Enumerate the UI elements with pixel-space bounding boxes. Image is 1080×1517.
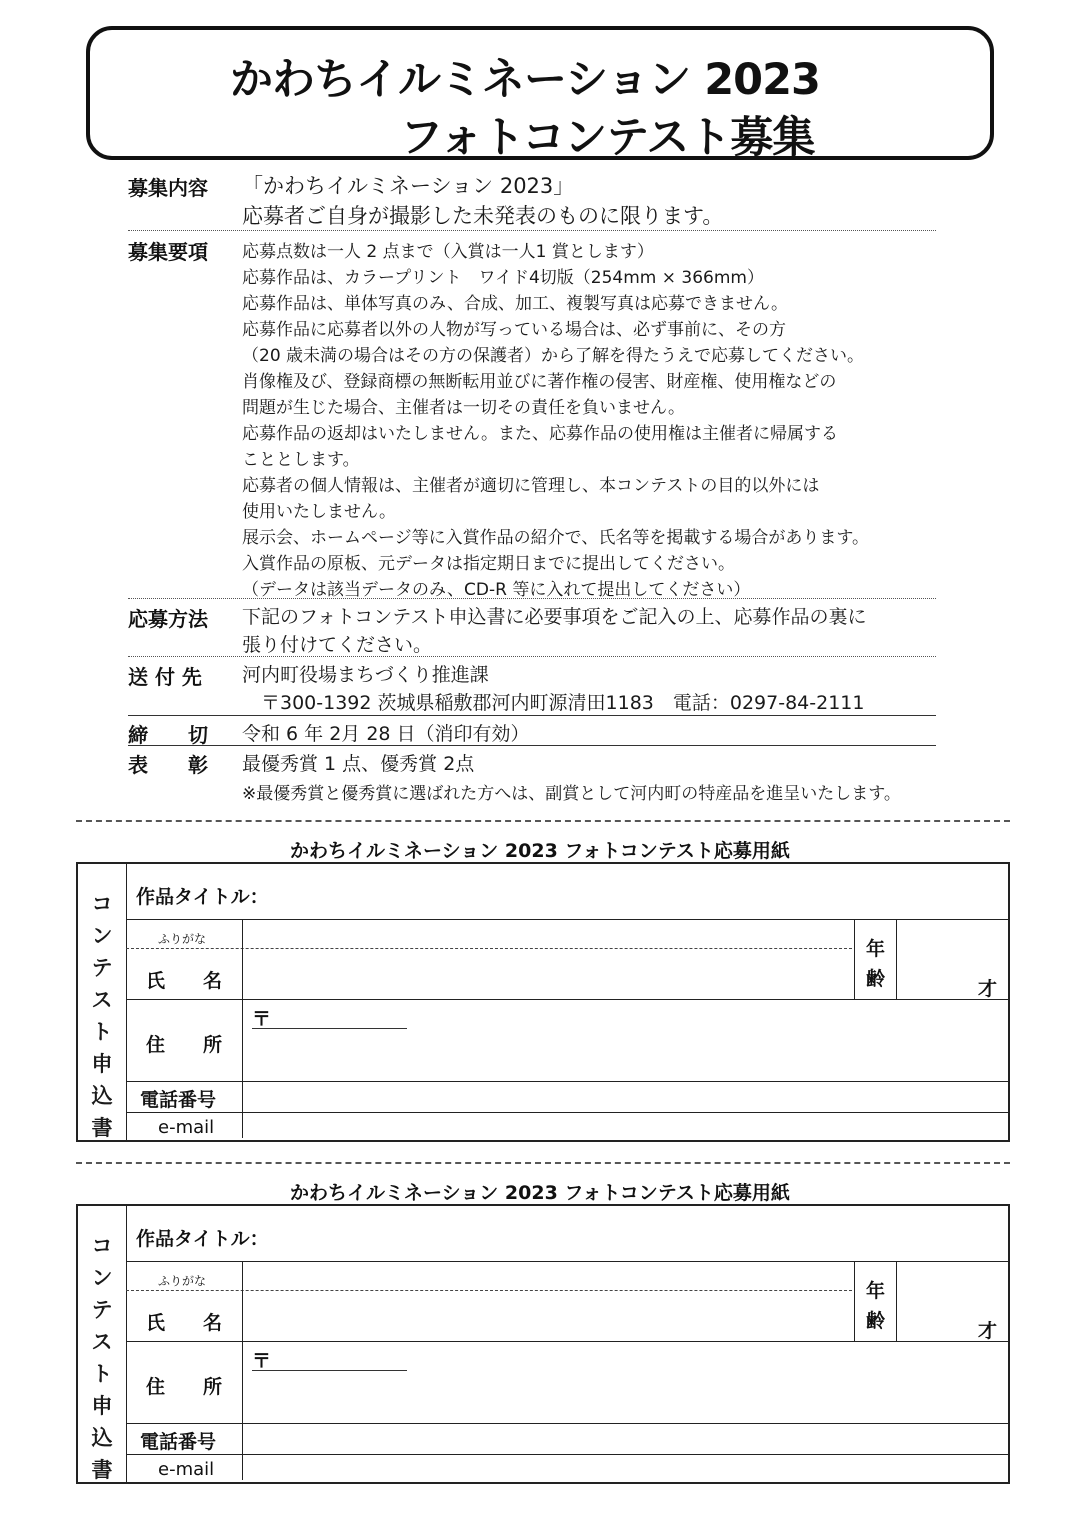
age-unit: 才 [978,978,998,1000]
page-title-line1: かわちイルミネーション 2023 [230,55,820,105]
side-char: テ [91,956,113,980]
age-label: 年 [866,938,886,960]
requirement-line: 応募作品に応募者以外の人物が写っている場合は、必ず事前に、その方 [242,320,786,340]
side-char: コ [91,892,113,916]
requirement-line: （データは該当データのみ、CD-R 等に入れて提出してください） [242,580,751,600]
destination-line: 河内町役場まちづくり推進課 [242,664,489,686]
requirement-line: 応募者の個人情報は、主催者が適切に管理し、本コンテストの目的以外には [242,476,820,496]
divider [128,745,936,746]
method-line: 張り付けてください。 [242,634,433,656]
side-char: 申 [91,1052,113,1076]
requirement-line: 応募点数は一人 2 点まで（入賞は一人1 賞とします） [242,242,654,262]
col-line [854,919,855,999]
requirement-line: （20 歳未満の場合はその方の保護者）から了解を得たうえで応募してください。 [242,346,865,366]
row-line [126,1454,1008,1455]
divider [128,656,936,657]
side-char: テ [91,1298,113,1322]
postal-line [252,1370,407,1371]
side-char: ン [91,1266,113,1290]
row-line [126,999,1008,1000]
side-char: ン [91,924,113,948]
name-label: 氏 名 [146,970,223,992]
divider [128,598,936,599]
furigana-label: ふりがな [158,1274,207,1288]
deadline-value: 令和 6 年 2月 28 日（消印有効） [242,723,530,745]
row-line [126,1081,1008,1082]
address-label: 住 所 [146,1376,223,1398]
phone-label: 電話番号 [140,1431,217,1453]
work-title-label: 作品タイトル： [136,886,269,908]
label-award: 表 彰 [128,753,208,777]
form-side-label [78,864,127,1140]
row-line [126,1341,1008,1342]
age-label: 齢 [866,968,886,990]
requirement-line: 展示会、ホームページ等に入賞作品の紹介で、氏名等を掲載する場合があります。 [242,528,869,548]
side-char: ト [91,1020,113,1044]
work-title-label: 作品タイトル： [136,1228,269,1250]
side-char: 書 [91,1116,113,1140]
row-line [126,1261,1008,1262]
col-line [242,1261,243,1480]
age-unit: 才 [978,1320,998,1342]
requirement-line: 応募作品は、カラープリント ワイド4切版（254mm × 366mm） [242,268,764,288]
label-method: 応募方法 [128,607,208,631]
cut-line [76,1162,1010,1164]
email-label: e-mail [158,1459,215,1480]
postal-mark: 〒 [252,1350,272,1372]
side-char: ス [91,988,113,1012]
requirement-line: 問題が生じた場合、主催者は一切その責任を負いません。 [242,398,686,418]
title-box [86,26,994,163]
application-form [76,1204,1010,1484]
form-heading: かわちイルミネーション 2023 フォトコンテスト応募用紙 [290,1182,790,1204]
destination-line: 〒300-1392 茨城県稲敷郡河内町源清田1183 電話：0297-84-2111 [242,692,865,714]
side-char: 込 [91,1084,113,1108]
row-line [126,1112,1008,1113]
postal-line [252,1028,407,1029]
divider [128,230,936,231]
postal-mark: 〒 [252,1008,272,1030]
side-char: コ [91,1234,113,1258]
form-heading: かわちイルミネーション 2023 フォトコンテスト応募用紙 [290,840,790,862]
age-label: 年 [866,1280,886,1302]
name-label: 氏 名 [146,1312,223,1334]
col-line [896,919,897,999]
address-label: 住 所 [146,1034,223,1056]
side-char: 申 [91,1394,113,1418]
page-title-line2: フォトコンテスト募集 [400,113,815,163]
requirement-line: 応募作品は、単体写真のみ、合成、加工、複製写真は応募できません。 [242,294,789,314]
col-line [896,1261,897,1341]
label-content: 募集内容 [128,176,208,200]
side-char: 書 [91,1458,113,1482]
label-requirements: 募集要項 [128,240,208,264]
cut-line [76,820,1010,822]
award-note: ※最優秀賞と優秀賞に選ばれた方へは、副賞として河内町の特産品を進呈いたします。 [242,784,901,804]
label-destination: 送 付 先 [128,665,202,689]
label-deadline: 締 切 [128,723,208,747]
furigana-line [126,1290,852,1291]
furigana-label: ふりがな [158,932,207,946]
side-char: 込 [91,1426,113,1450]
side-char: ス [91,1330,113,1354]
email-label: e-mail [158,1117,215,1138]
method-line: 下記のフォトコンテスト申込書に必要事項をご記入の上、応募作品の裏に [242,606,867,628]
col-line [242,919,243,1138]
phone-label: 電話番号 [140,1089,217,1111]
requirement-line: 応募作品の返却はいたしません。また、応募作品の使用権は主催者に帰属する [242,424,839,444]
application-form [76,862,1010,1142]
row-line [126,919,1008,920]
row-line [126,1423,1008,1424]
requirement-line: 入賞作品の原板、元データは指定期日までに提出してください。 [242,554,735,574]
content-line: 「かわちイルミネーション 2023」 [242,174,575,198]
content-line: 応募者ご自身が撮影した未発表のものに限ります。 [242,204,724,228]
age-label: 齢 [866,1310,886,1332]
side-char: ト [91,1362,113,1386]
furigana-line [126,948,852,949]
requirement-line: 使用いたしません。 [242,502,397,522]
award-line: 最優秀賞 1 点、優秀賞 2点 [242,753,475,775]
requirement-line: こととします。 [242,450,360,470]
requirement-line: 肖像権及び、登録商標の無断転用並びに著作権の侵害、財産権、使用権などの [242,372,837,392]
divider [128,715,936,716]
col-line [854,1261,855,1341]
form-side-label [78,1206,127,1482]
